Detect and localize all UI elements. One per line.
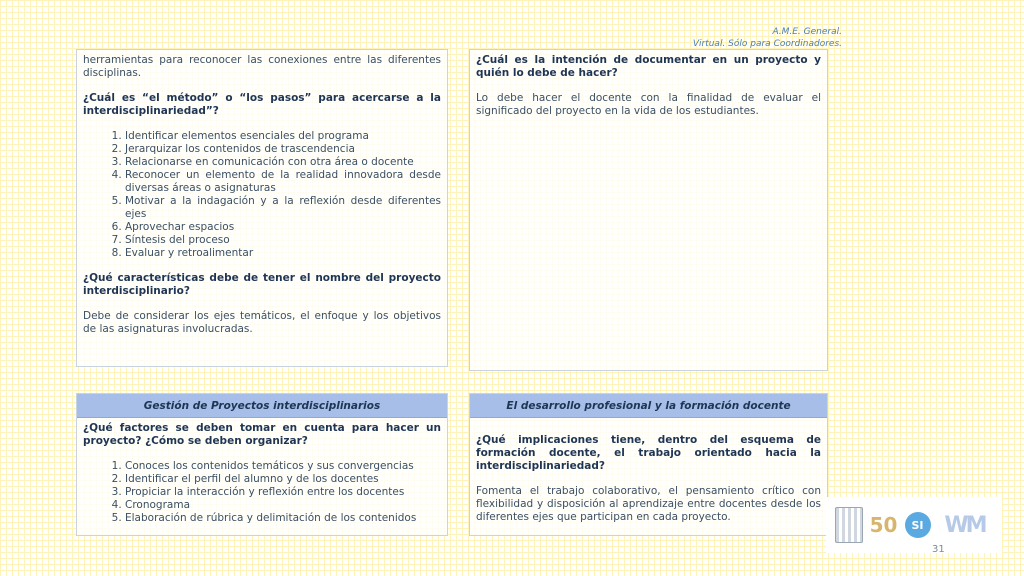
page-number: 31 [932,544,945,555]
answer-project-name: Debe de considerar los ejes temáticos, el enfoque y los objetivos de las asignaturas involucradas. [83,310,441,335]
method-steps-list [83,130,441,260]
question-factors: ¿Qué factores se deben tomar en cuenta para hacer un proyecto? ¿Cómo se deben organizar? [83,422,441,447]
institution-logos [826,497,1002,553]
section-title: Gestión de Proyectos interdisciplinarios [77,394,447,418]
question-project-name: ¿Qué características debe de tener el nombre del proyecto interdisciplinario? [83,272,441,297]
factors-list [83,460,441,525]
unam-logo [835,507,863,543]
list-item: 4. Cronograma [125,499,441,512]
question-method: ¿Cuál es “el método” o “los pasos” para acercarse a la interdisciplinariedad”? [83,92,441,117]
header-note [693,26,842,50]
header-line-2: Virtual. Sólo para Coordinadores. [692,39,842,49]
panel-project-management [76,393,448,536]
list-item: 4. Reconocer un elemento de la realidad innovadora desde diversas áreas o asignaturas [125,169,441,195]
list-item: 1. Identificar elementos esenciales del programa [125,130,441,143]
intro-text: herramientas para reconocer las conexiones entre las diferentes disciplinas. [83,54,441,79]
list-item: 7. Síntesis del proceso [125,234,441,247]
panel-documentation [469,49,828,371]
list-item: 6. Aprovechar espacios [125,221,441,234]
list-item: 5. Motivar a la indagación y a la reflexión desde diferentes ejes [125,195,441,221]
list-item: 1. Conoces los contenidos temáticos y sus convergencias [125,460,441,473]
fifty-years-logo: 50 [869,513,898,537]
list-item: 8. Evaluar y retroalimentar [125,247,441,260]
list-item: 2. Identificar el perfil del alumno y de los docentes [125,473,441,486]
header-line-1: A.M.E. General. [772,27,842,37]
panel-professional-development [469,393,828,536]
list-item: 3. Relacionarse en comunicación con otra área o docente [125,156,441,169]
si-logo: SI [905,512,931,538]
panel-method [76,49,448,367]
section-title: El desarrollo profesional y la formación docente [470,394,827,418]
question-documentation: ¿Cuál es la intención de documentar en un proyecto y quién lo debe de hacer? [476,54,821,79]
w-logo: WM [944,512,985,538]
answer-documentation: Lo debe hacer el docente con la finalidad de evaluar el significado del proyecto en la vida de los estudiantes. [476,92,821,117]
list-item: 5. Elaboración de rúbrica y delimitación de los contenidos [125,512,441,525]
list-item: 2. Jerarquizar los contenidos de trascendencia [125,143,441,156]
list-item: 3. Propiciar la interacción y reflexión entre los docentes [125,486,441,499]
question-implications: ¿Qué implicaciones tiene, dentro del esquema de formación docente, el trabajo orientado hacia la interdisciplinariedad? [476,434,821,472]
answer-implications: Fomenta el trabajo colaborativo, el pensamiento crítico con flexibilidad y disposición al aprendizaje entre docentes desde los diferentes ejes que participan en cada proyecto. [476,485,821,523]
